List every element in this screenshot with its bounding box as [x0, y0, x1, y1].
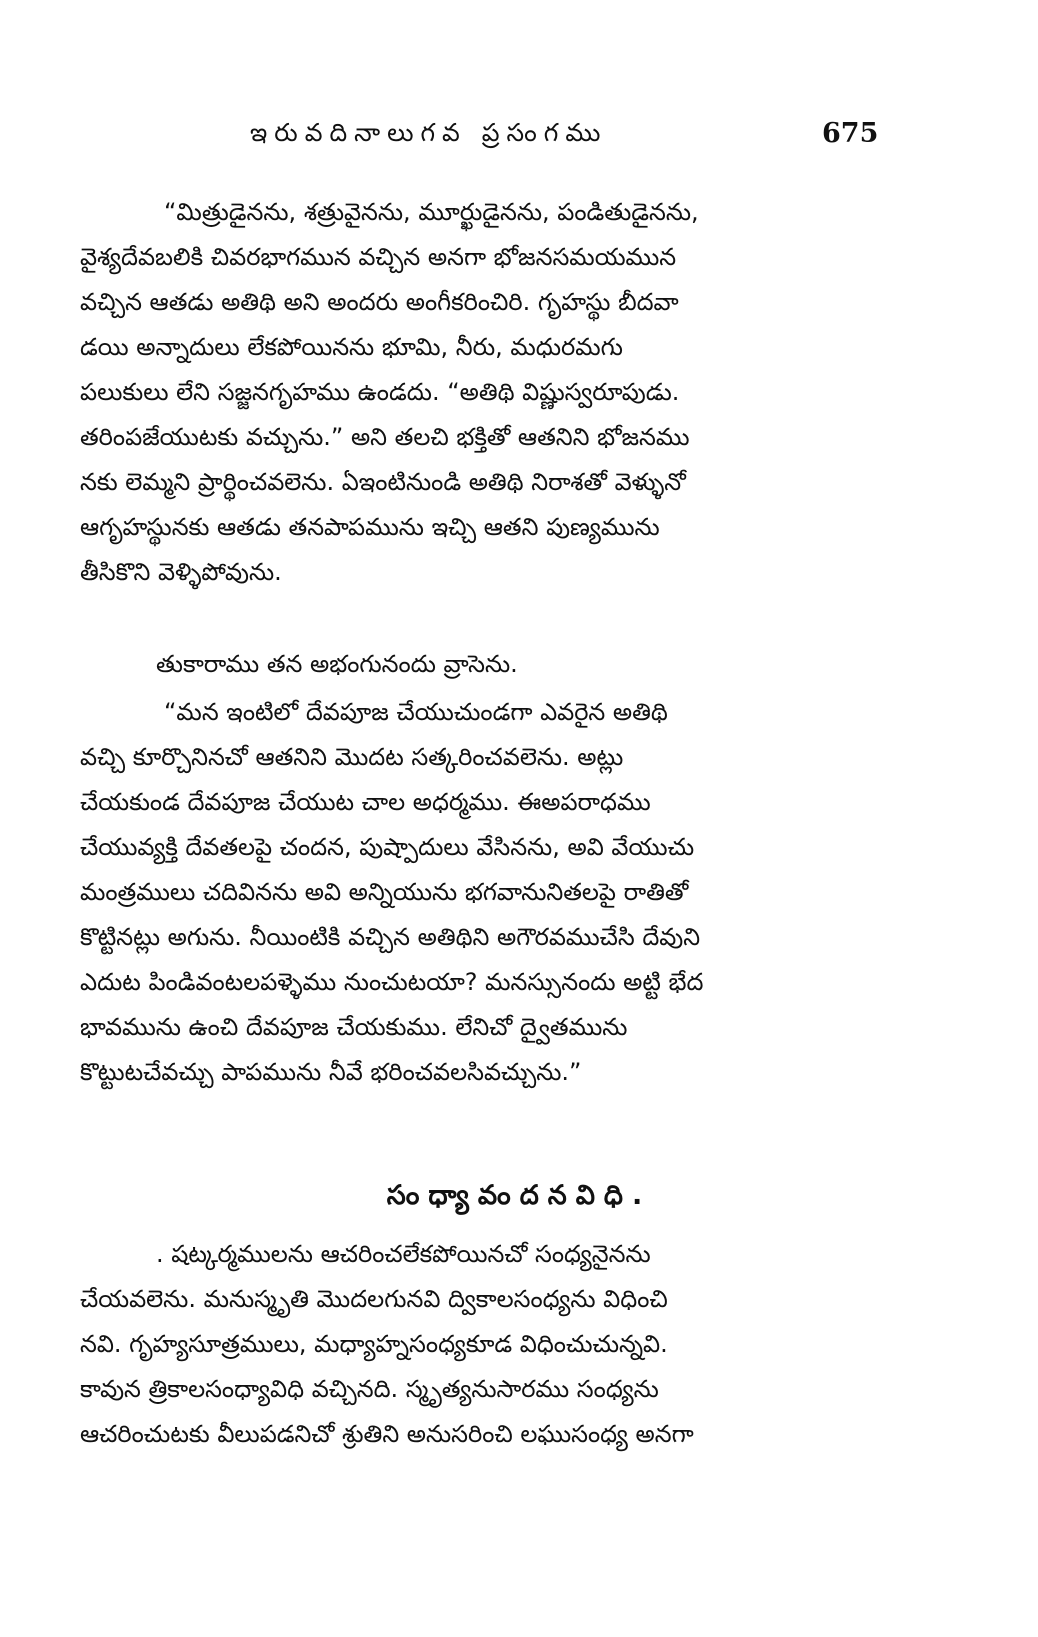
text-line: తుకారాము తన అభంగునందు వ్రాసెను.: [156, 650, 518, 678]
text-line: . షట్కర్మములను ఆచరించలేకపోయినచో సంధ్యనైనను: [156, 1240, 651, 1268]
paragraph-tukaram-quote: [80, 690, 890, 1095]
text-line: కొట్టుటచేవచ్చు పాపమును నీవే భరించవలసివచ్చును.”: [80, 1058, 582, 1086]
text-line: “మిత్రుడైనను, శత్రువైనను, మూర్ఖుడైనను, పండితుడైనను,: [164, 198, 699, 226]
text-line: పలుకులు లేని సజ్జనగృహము ఉండదు. “అతిథి విష్ణుస్వరూపుడు.: [80, 378, 680, 406]
text-line: నవి. గృహ్యసూత్రములు, మధ్యాహ్నసంధ్యకూడ విధించుచున్నవి.: [80, 1330, 668, 1358]
text-line: వచ్చిన ఆతడు అతిథి అని అందరు అంగీకరించిరి. గృహస్థు బీదవా: [80, 288, 679, 316]
text-line: నకు లెమ్మని ప్రార్థించవలెను. ఏఇంటినుండి అతిథి నిరాశతో వెళ్ళునో: [80, 468, 686, 496]
text-line: వైశ్యదేవబలికి చివరభాగమున వచ్చిన అనగా భోజనసమయమున: [80, 243, 677, 271]
text-line: మంత్రములు చదివినను అవి అన్నియును భగవానునితలపై రాతితో: [80, 878, 689, 906]
text-line: ఆగృహస్థునకు ఆతడు తనపాపమును ఇచ్చి ఆతని పుణ్యమును: [80, 513, 660, 541]
text-line: వచ్చి కూర్చొనినచో ఆతనిని మొదట సత్కరించవలెను. అట్లు: [80, 743, 624, 771]
text-line: తరింపజేయుటకు వచ్చును.” అని తలచి భక్తితో ఆతనిని భోజనము: [80, 423, 690, 451]
text-line: “మన ఇంటిలో దేవపూజ చేయుచుండగా ఎవరైన అతిథి: [164, 698, 668, 726]
paragraph-atithi-definition: [80, 190, 890, 595]
text-line: చేయువ్యక్తి దేవతలపై చందన, పుష్పాదులు వేసినను, అవి వేయుచు: [80, 833, 695, 861]
text-line: తీసికొని వెళ్ళిపోవును.: [80, 558, 282, 586]
text-line: కావున త్రికాలసంధ్యావిధి వచ్చినది. స్మృత్యనుసారము సంధ్యను: [80, 1375, 659, 1403]
text-line: చేయవలెను. మనుస్మృతి మొదలగునవి ద్వికాలసంధ్యను విధించి: [80, 1285, 668, 1313]
text-line: ఎదుట పిండివంటలపళ్ళెము నుంచుటయా? మనస్సునందు అట్టి భేద: [80, 968, 704, 996]
paragraph-sandhya: [80, 1232, 890, 1457]
running-head: ఇరువదినాలుగవ ప్రసంగము: [250, 118, 608, 147]
section-heading: సంధ్యావందనవిధి.: [386, 1180, 652, 1211]
text-line: కొట్టినట్లు అగును. నీయింటికి వచ్చిన అతిథిని అగౌరవముచేసి దేవుని: [80, 923, 701, 951]
page-header: [0, 118, 1038, 158]
text-line: డయి అన్నాదులు లేకపోయినను భూమి, నీరు, మధురమగు: [80, 333, 623, 361]
paragraph-tukaram-intro: [80, 642, 890, 687]
text-line: భావమును ఉంచి దేవపూజ చేయకుము. లేనిచో ద్వైతమును: [80, 1013, 628, 1041]
text-line: చేయకుండ దేవపూజ చేయుట చాల అధర్మము. ఈఅపరాధము: [80, 788, 651, 816]
page-number: 675: [822, 118, 879, 149]
text-line: ఆచరించుటకు వీలుపడనిచో శ్రుతిని అనుసరించి లఘుసంధ్య అనగా: [80, 1420, 694, 1448]
